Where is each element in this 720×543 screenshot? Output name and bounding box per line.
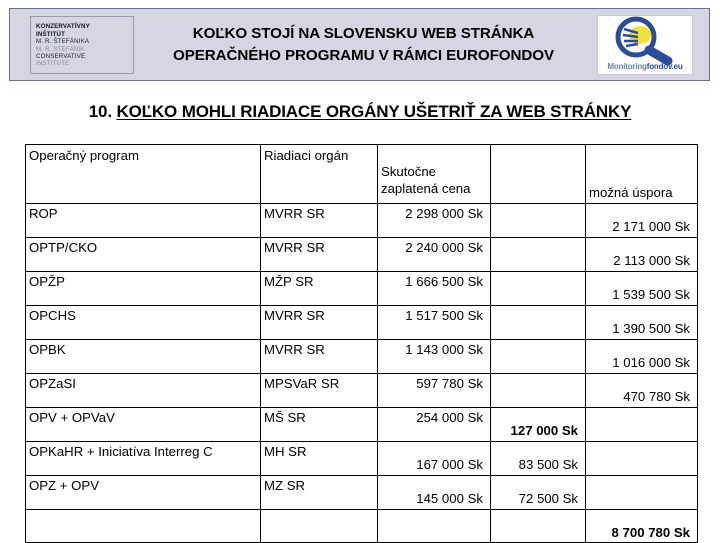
cell-middle-value-value: 127 000 Sk (510, 423, 578, 438)
header-possible-saving-label: možná úspora (589, 185, 673, 200)
monitoringfondov-wordmark (598, 62, 692, 71)
cell-managing-authority-value: MZ SR (264, 478, 306, 493)
table-row (26, 204, 698, 238)
cell-operational-program (26, 442, 261, 476)
cell-operational-program (26, 238, 261, 272)
cell-operational-program-value: ROP (29, 206, 58, 221)
cell-middle-value-value (494, 306, 582, 321)
cell-managing-authority-value: MVRR SR (264, 308, 325, 323)
header-managing-authority-label: Riadiaci orgán (264, 148, 349, 163)
savings-table (25, 144, 698, 543)
cell-managing-authority-value: MŽP SR (264, 274, 314, 289)
cell-middle-value (491, 238, 586, 272)
total-operational-program (26, 510, 261, 543)
table-row (26, 408, 698, 442)
cell-operational-program (26, 374, 261, 408)
cell-actual-price (378, 442, 491, 476)
cell-possible-saving-value (589, 408, 694, 423)
cell-middle-value-value (494, 238, 582, 253)
cell-managing-authority (261, 442, 378, 476)
cell-managing-authority (261, 476, 378, 510)
cell-actual-price (378, 340, 491, 374)
header-actual-price-line-2: zaplatená cena (381, 181, 471, 196)
table-total-row (26, 510, 698, 543)
cell-middle-value (491, 204, 586, 238)
cell-operational-program-value: OPKaHR + Iniciatíva Interreg C (29, 444, 213, 459)
cell-operational-program (26, 408, 261, 442)
cell-managing-authority-value: MH SR (264, 444, 307, 459)
cell-managing-authority-value: MVRR SR (264, 240, 325, 255)
total-middle-value-value (494, 510, 582, 525)
total-middle-value (491, 510, 586, 543)
cell-middle-value-value: 72 500 Sk (518, 491, 578, 506)
cell-actual-price (378, 306, 491, 340)
table-row (26, 272, 698, 306)
wordmark-part-a: Monitoring (607, 61, 647, 71)
wordmark-part-b: fondov.eu (646, 61, 683, 71)
cell-operational-program (26, 272, 261, 306)
cell-actual-price (378, 374, 491, 408)
cell-middle-value (491, 374, 586, 408)
cell-middle-value-value: 83 500 Sk (518, 457, 578, 472)
total-actual-price (378, 510, 491, 543)
cell-operational-program (26, 476, 261, 510)
cell-middle-value (491, 306, 586, 340)
page-banner (9, 8, 710, 81)
table-header-row (26, 145, 698, 204)
banner-title-line-2: OPERAČNÉHO PROGRAMU V RÁMCI EUROFONDOV (173, 46, 554, 64)
header-managing-authority (261, 145, 378, 204)
total-possible-saving-value: 8 700 780 Sk (611, 525, 690, 540)
cell-actual-price (378, 272, 491, 306)
header-actual-price-line-1: Skutočne (381, 164, 436, 179)
cell-middle-value (491, 272, 586, 306)
cell-possible-saving (586, 442, 698, 476)
cell-managing-authority-value: MVRR SR (264, 206, 325, 221)
cell-possible-saving-value: 2 113 000 Sk (613, 253, 690, 268)
page-title (0, 102, 720, 122)
table-row (26, 374, 698, 408)
cell-possible-saving-value: 2 171 000 Sk (612, 219, 690, 234)
header-actual-price-label (381, 163, 487, 197)
total-actual-price-value (381, 510, 487, 525)
monitoringfondov-logo (597, 15, 693, 75)
logo-line-3: M. R. ŠTEFÁNIKA (36, 38, 90, 46)
cell-possible-saving (586, 238, 698, 272)
banner-title (134, 23, 597, 67)
cell-possible-saving (586, 272, 698, 306)
header-actual-price (378, 145, 491, 204)
cell-possible-saving-value: 1 539 500 Sk (612, 287, 690, 302)
cell-operational-program-value: OPŽP (29, 274, 65, 289)
table-row (26, 340, 698, 374)
banner-title-line-1: KOĽKO STOJÍ NA SLOVENSKU WEB STRÁNKA (192, 24, 535, 42)
cell-possible-saving (586, 408, 698, 442)
cell-middle-value-value (494, 272, 582, 287)
cell-managing-authority (261, 374, 378, 408)
cell-managing-authority (261, 204, 378, 238)
total-possible-saving (586, 510, 698, 543)
page-title-text: KOĽKO MOHLI RIADIACE ORGÁNY UŠETRIŤ ZA WEB STRÁNKY (116, 102, 632, 121)
cell-operational-program-value: OPZaSI (29, 376, 76, 391)
cell-actual-price-value: 145 000 Sk (416, 491, 483, 506)
cell-operational-program-value: OPZ + OPV (29, 478, 99, 493)
cell-middle-value-value (494, 340, 582, 355)
cell-operational-program-value: OPCHS (29, 308, 76, 323)
cell-possible-saving (586, 374, 698, 408)
logo-line-4: M. R. STEFANIK (36, 45, 85, 53)
cell-possible-saving-value: 1 390 500 Sk (612, 321, 690, 336)
cell-managing-authority (261, 340, 378, 374)
header-operational-program (26, 145, 261, 204)
cell-managing-authority (261, 272, 378, 306)
cell-middle-value (491, 408, 586, 442)
cell-actual-price-value: 1 517 500 Sk (405, 308, 483, 323)
cell-operational-program-value: OPV + OPVaV (29, 410, 115, 425)
cell-possible-saving-value (589, 476, 694, 491)
header-possible-saving (586, 145, 698, 204)
cell-middle-value (491, 442, 586, 476)
cell-operational-program-value: OPTP/CKO (29, 240, 98, 255)
cell-managing-authority (261, 408, 378, 442)
table-row (26, 306, 698, 340)
table-row (26, 476, 698, 510)
cell-middle-value (491, 476, 586, 510)
cell-possible-saving-value (589, 442, 694, 457)
cell-possible-saving (586, 306, 698, 340)
header-operational-program-label: Operačný program (29, 148, 139, 163)
logo-line-1: KONZERVATÍVNY (36, 23, 90, 31)
cell-actual-price-value: 2 298 000 Sk (405, 206, 483, 221)
cell-managing-authority-value: MŠ SR (264, 410, 306, 425)
cell-managing-authority (261, 306, 378, 340)
cell-operational-program (26, 340, 261, 374)
cell-actual-price-value: 1 143 000 Sk (405, 342, 483, 357)
cell-possible-saving (586, 204, 698, 238)
cell-possible-saving (586, 340, 698, 374)
cell-actual-price (378, 204, 491, 238)
magnifying-glass-icon (598, 15, 693, 66)
cell-possible-saving (586, 476, 698, 510)
cell-actual-price-value: 167 000 Sk (416, 457, 483, 472)
cell-actual-price (378, 408, 491, 442)
table-body (26, 204, 698, 543)
cell-operational-program (26, 306, 261, 340)
cell-actual-price (378, 476, 491, 510)
cell-possible-saving-value: 1 016 000 Sk (612, 355, 690, 370)
cell-actual-price-value: 254 000 Sk (416, 410, 483, 425)
cell-managing-authority-value: MPSVaR SR (264, 376, 340, 391)
table-header (26, 145, 698, 204)
cell-actual-price-value: 2 240 000 Sk (405, 240, 483, 255)
cell-actual-price (378, 238, 491, 272)
cell-managing-authority (261, 238, 378, 272)
cell-actual-price-value: 597 780 Sk (416, 376, 483, 391)
konzervativny-institut-logo (30, 16, 134, 74)
cell-middle-value (491, 340, 586, 374)
cell-operational-program-value: OPBK (29, 342, 66, 357)
cell-possible-saving-value: 470 780 Sk (623, 389, 690, 404)
table-row (26, 442, 698, 476)
cell-operational-program (26, 204, 261, 238)
logo-line-5: CONSERVATIVE (36, 52, 86, 60)
page-title-number: 10. (88, 102, 112, 121)
cell-managing-authority-value: MVRR SR (264, 342, 325, 357)
cell-middle-value-value (494, 204, 582, 219)
total-managing-authority (261, 510, 378, 543)
cell-actual-price-value: 1 666 500 Sk (405, 274, 483, 289)
header-middle-column (491, 145, 586, 204)
table-row (26, 238, 698, 272)
logo-line-6: INSTITUTE (36, 60, 70, 68)
logo-line-2: INŠTITÚT (36, 30, 66, 38)
cell-middle-value-value (494, 374, 582, 389)
